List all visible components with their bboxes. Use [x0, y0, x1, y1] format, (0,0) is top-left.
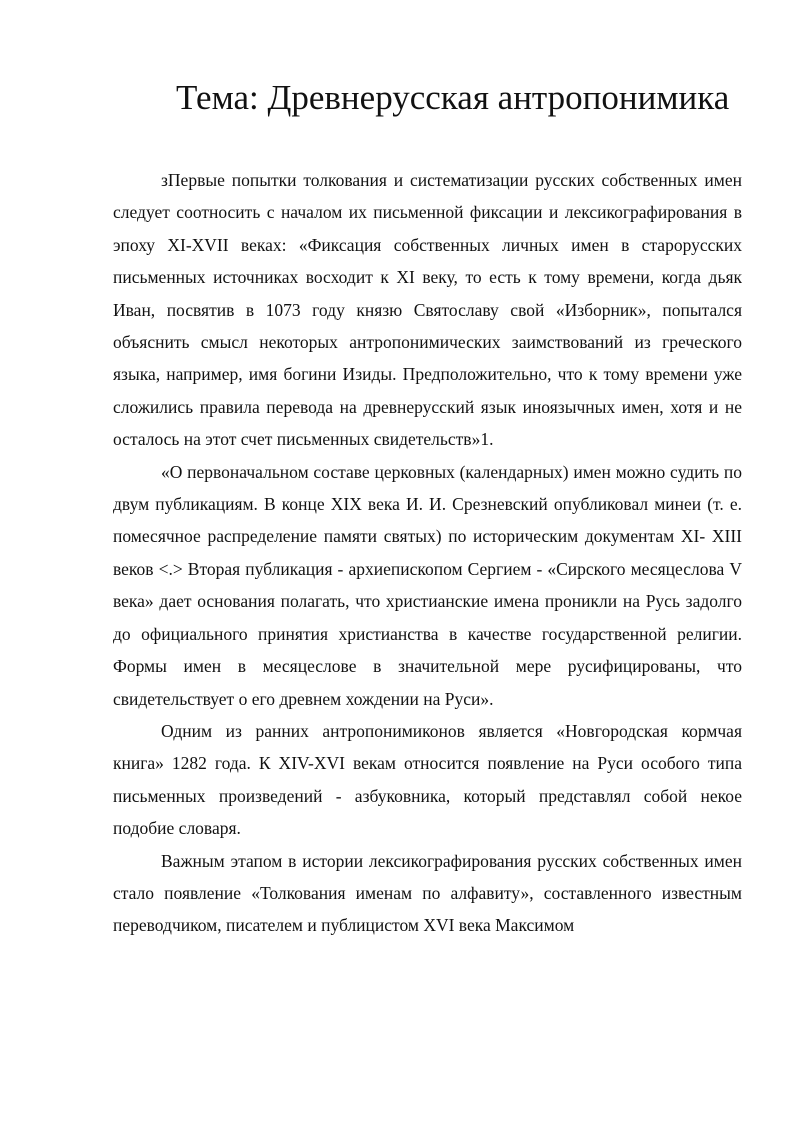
document-body [113, 164, 742, 942]
paragraph-4: Важным этапом в истории лексикографирования русских собственных имен стало появление «Толкования именам по алфавиту», составленного известным переводчиком, писателем и публицистом XVI века Максимом [113, 850, 742, 936]
paragraph-1: зПервые попытки толкования и систематизации русских собственных имен следует соотносить с началом их письменной фиксации и лексикографирования в эпоху XI-XVII веках: «Фиксация собственных личных имен в старорусских письменных источниках восходит к XI веку, то есть к тому времени, когда дьяк Иван, посвятив в 1073 году князю Святославу свой «Изборник», попытался объяснить смысл некоторых антропонимических заимствований из греческого языка, например, имя богини Изиды. Предположительно, что к тому времени уже сложились правила перевода на древнерусский язык иноязычных имен, хотя и не осталось на этот счет письменных свидетельств»1. [113, 170, 742, 450]
paragraph-3: Одним из ранних антропонимиконов является «Новгородская кормчая книга» 1282 года. К XIV-XVI векам относится появление на Руси особого типа письменных произведений - азбуковника, который представлял собой некое подобие словаря. [113, 720, 742, 839]
paragraph-2: «О первоначальном составе церковных (календарных) имен можно судить по двум публикациям. В конце XIX века И. И. Срезневский опубликовал минеи (т. е. помесячное распределение памяти святых) по историческим документам XI- XIII веков <.> Вторая публикация - архиепископом Сергием - «Сирского месяцеслова V века» дает основания полагать, что христианские имена проникли на Русь задолго до официального принятия христианства в качестве государственной религии. Формы имен в месяцеслове в значительной мере русифицированы, что свидетельствует о его древнем хождении на Руси». [113, 461, 742, 709]
page-title: Тема: Древнерусская антропонимика [176, 78, 730, 117]
